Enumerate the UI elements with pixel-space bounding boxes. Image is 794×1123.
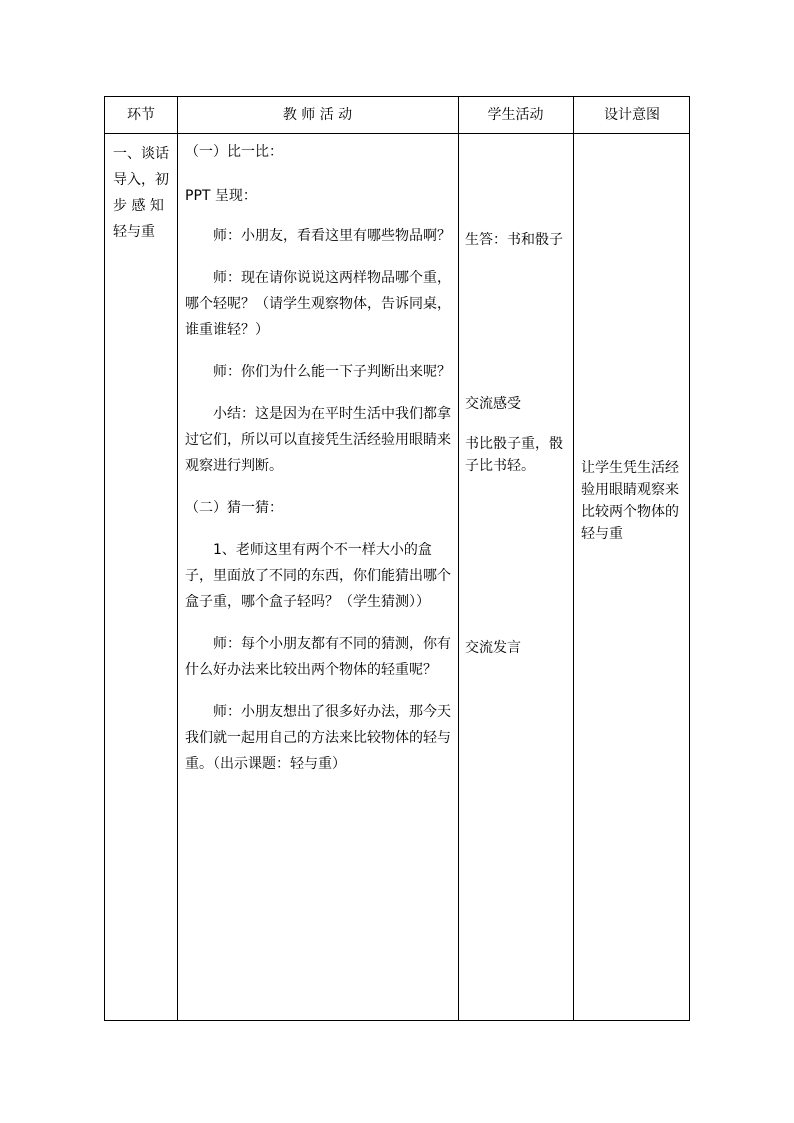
stage-line: 轻与重	[113, 224, 155, 240]
teacher-paragraph: 师：小朋友想出了很多好办法，那今天我们就一起用自己的方法来比较物体的轻与重。（出示课题：轻与重）	[185, 704, 451, 772]
column-divider	[177, 97, 178, 1020]
teacher-paragraph: 师：你们为什么能一下子判断出来呢？	[213, 364, 451, 380]
teacher-paragraph: 师：每个小朋友都有不同的猜测，你有什么好办法来比较出两个物体的轻重呢？	[185, 636, 451, 678]
column-divider	[573, 97, 574, 1020]
teacher-paragraph: 师：小朋友，看看这里有哪些物品啊？	[213, 228, 451, 244]
stage-cell	[113, 141, 175, 245]
summary-paragraph: 小结：这是因为在平时生活中我们都拿过它们，所以可以直接凭生活经验用眼睛来观察进行判断。	[185, 406, 451, 474]
header-student-activity: 学生活动	[487, 107, 544, 123]
lesson-plan-table	[104, 96, 690, 1021]
teacher-paragraph: PPT 呈现：	[185, 188, 257, 204]
section-heading: （一）比一比：	[185, 144, 283, 160]
column-divider	[458, 97, 459, 1020]
design-intent-text: 让学生凭生活经验用眼睛观察来比较两个物体的轻与重	[581, 460, 679, 542]
stage-line: 一、谈话	[113, 146, 169, 162]
teacher-paragraph: 1、老师这里有两个不一样大小的盒子，里面放了不同的东西，你们能猜出哪个盒子重，哪个盒子轻吗？（学生猜测））	[185, 542, 451, 610]
student-answer: 生答：书和骰子	[465, 232, 563, 248]
header-teacher-activity: 教 师 活 动	[282, 107, 353, 123]
stage-line: 步 感 知	[113, 198, 164, 214]
teacher-cell	[185, 139, 453, 777]
header-design-intent: 设计意图	[604, 107, 660, 123]
stage-line: 导入，初	[113, 172, 169, 188]
header-stage: 环节	[127, 107, 155, 123]
student-answer: 书比骰子重，骰子比书轻。	[465, 436, 563, 474]
teacher-paragraph: 师：现在请你说说这两样物品哪个重，哪个轻呢？（请学生观察物体，告诉同桌，谁重谁轻？）	[185, 270, 451, 338]
header-divider	[105, 133, 689, 134]
section-heading: （二）猜一猜：	[185, 500, 283, 516]
student-activity: 交流感受	[465, 396, 521, 412]
student-activity: 交流发言	[465, 640, 521, 656]
